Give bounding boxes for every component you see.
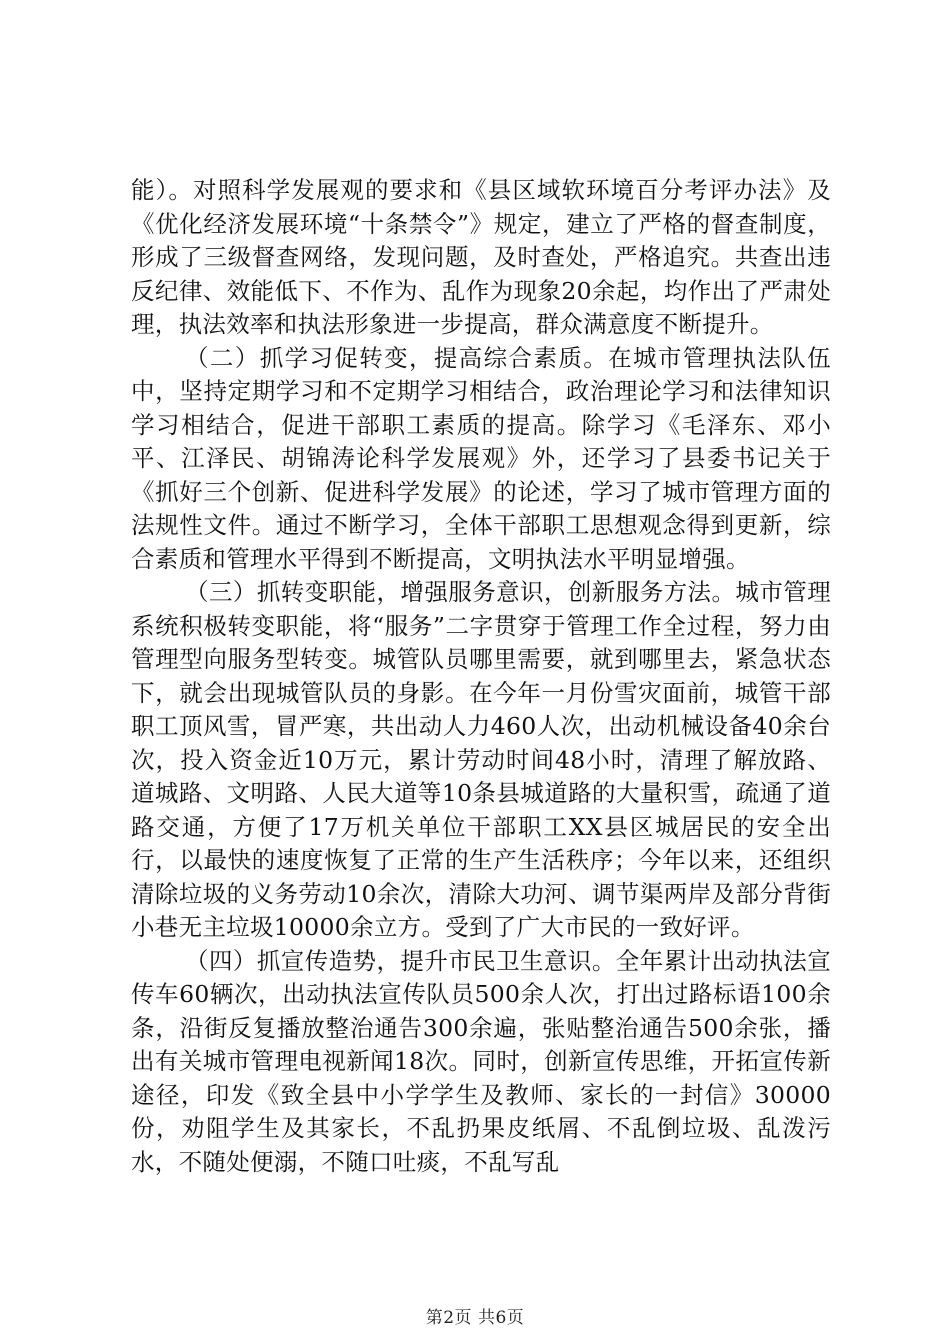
- paragraph-4: （四）抓宣传造势，提升市民卫生意识。全年累计出动执法宣传车60辆次，出动执法宣传队员500余人次，打出过路标语100余条，沿街反复播放整治通告300余遍，张贴整治通告500余张，播出有关城市管理电视新闻18次。同时，创新宣传思维，开拓宣传新途径，印发《致全县中小学学生及教师、家长的一封信》30000份，劝阻学生及其家长，不乱扔果皮纸屑、不乱倒垃圾、乱泼污水，不随处便溺，不随口吐痰，不乱写乱: [131, 946, 831, 1176]
- paragraph-3: （三）抓转变职能，增强服务意识，创新服务方法。城市管理系统积极转变职能，将“服务”二字贯穿于管理工作全过程，努力由管理型向服务型转变。城管队员哪里需要，就到哪里去，紧急状态下，就会出现城管队员的身影。在今年一月份雪灾面前，城管干部职工顶风雪，冒严寒，共出动人力460人次，出动机械设备40余台次，投入资金近10万元，累计劳动时间48小时，清理了解放路、道城路、文明路、人民大道等10条县城道路的大量积雪，疏通了道路交通，方便了17万机关单位干部职工XX县区城居民的安全出行，以最快的速度恢复了正常的生产生活秩序；今年以来，还组织清除垃圾的义务劳动10余次，清除大功河、调节渠两岸及部分背街小巷无主垃圾10000余立方。受到了广大市民的一致好评。: [131, 578, 831, 941]
- paragraph-2: （二）抓学习促转变，提高综合素质。在城市管理执法队伍中，坚持定期学习和不定期学习相结合，政治理论学习和法律知识学习相结合，促进干部职工素质的提高。除学习《毛泽东、邓小平、江泽民、胡锦涛论科学发展观》外，还学习了县委书记关于《抓好三个创新、促进科学发展》的论述，学习了城市管理方面的法规性文件。通过不断学习，全体干部职工思想观念得到更新，综合素质和管理水平得到不断提高，文明执法水平明显增强。: [131, 343, 831, 573]
- page-number-footer: 第2页 共6页: [425, 1308, 525, 1328]
- document-body: [131, 174, 831, 1179]
- paragraph-1: 能）。对照科学发展观的要求和《县区域软环境百分考评办法》及《优化经济发展环境“十条禁令”》规定，建立了严格的督查制度，形成了三级督查网络，发现问题，及时查处，严格追究。共查出违反纪律、效能低下、不作为、乱作为现象20余起，均作出了严肃处理，执法效率和执法形象进一步提高，群众满意度不断提升。: [131, 176, 831, 338]
